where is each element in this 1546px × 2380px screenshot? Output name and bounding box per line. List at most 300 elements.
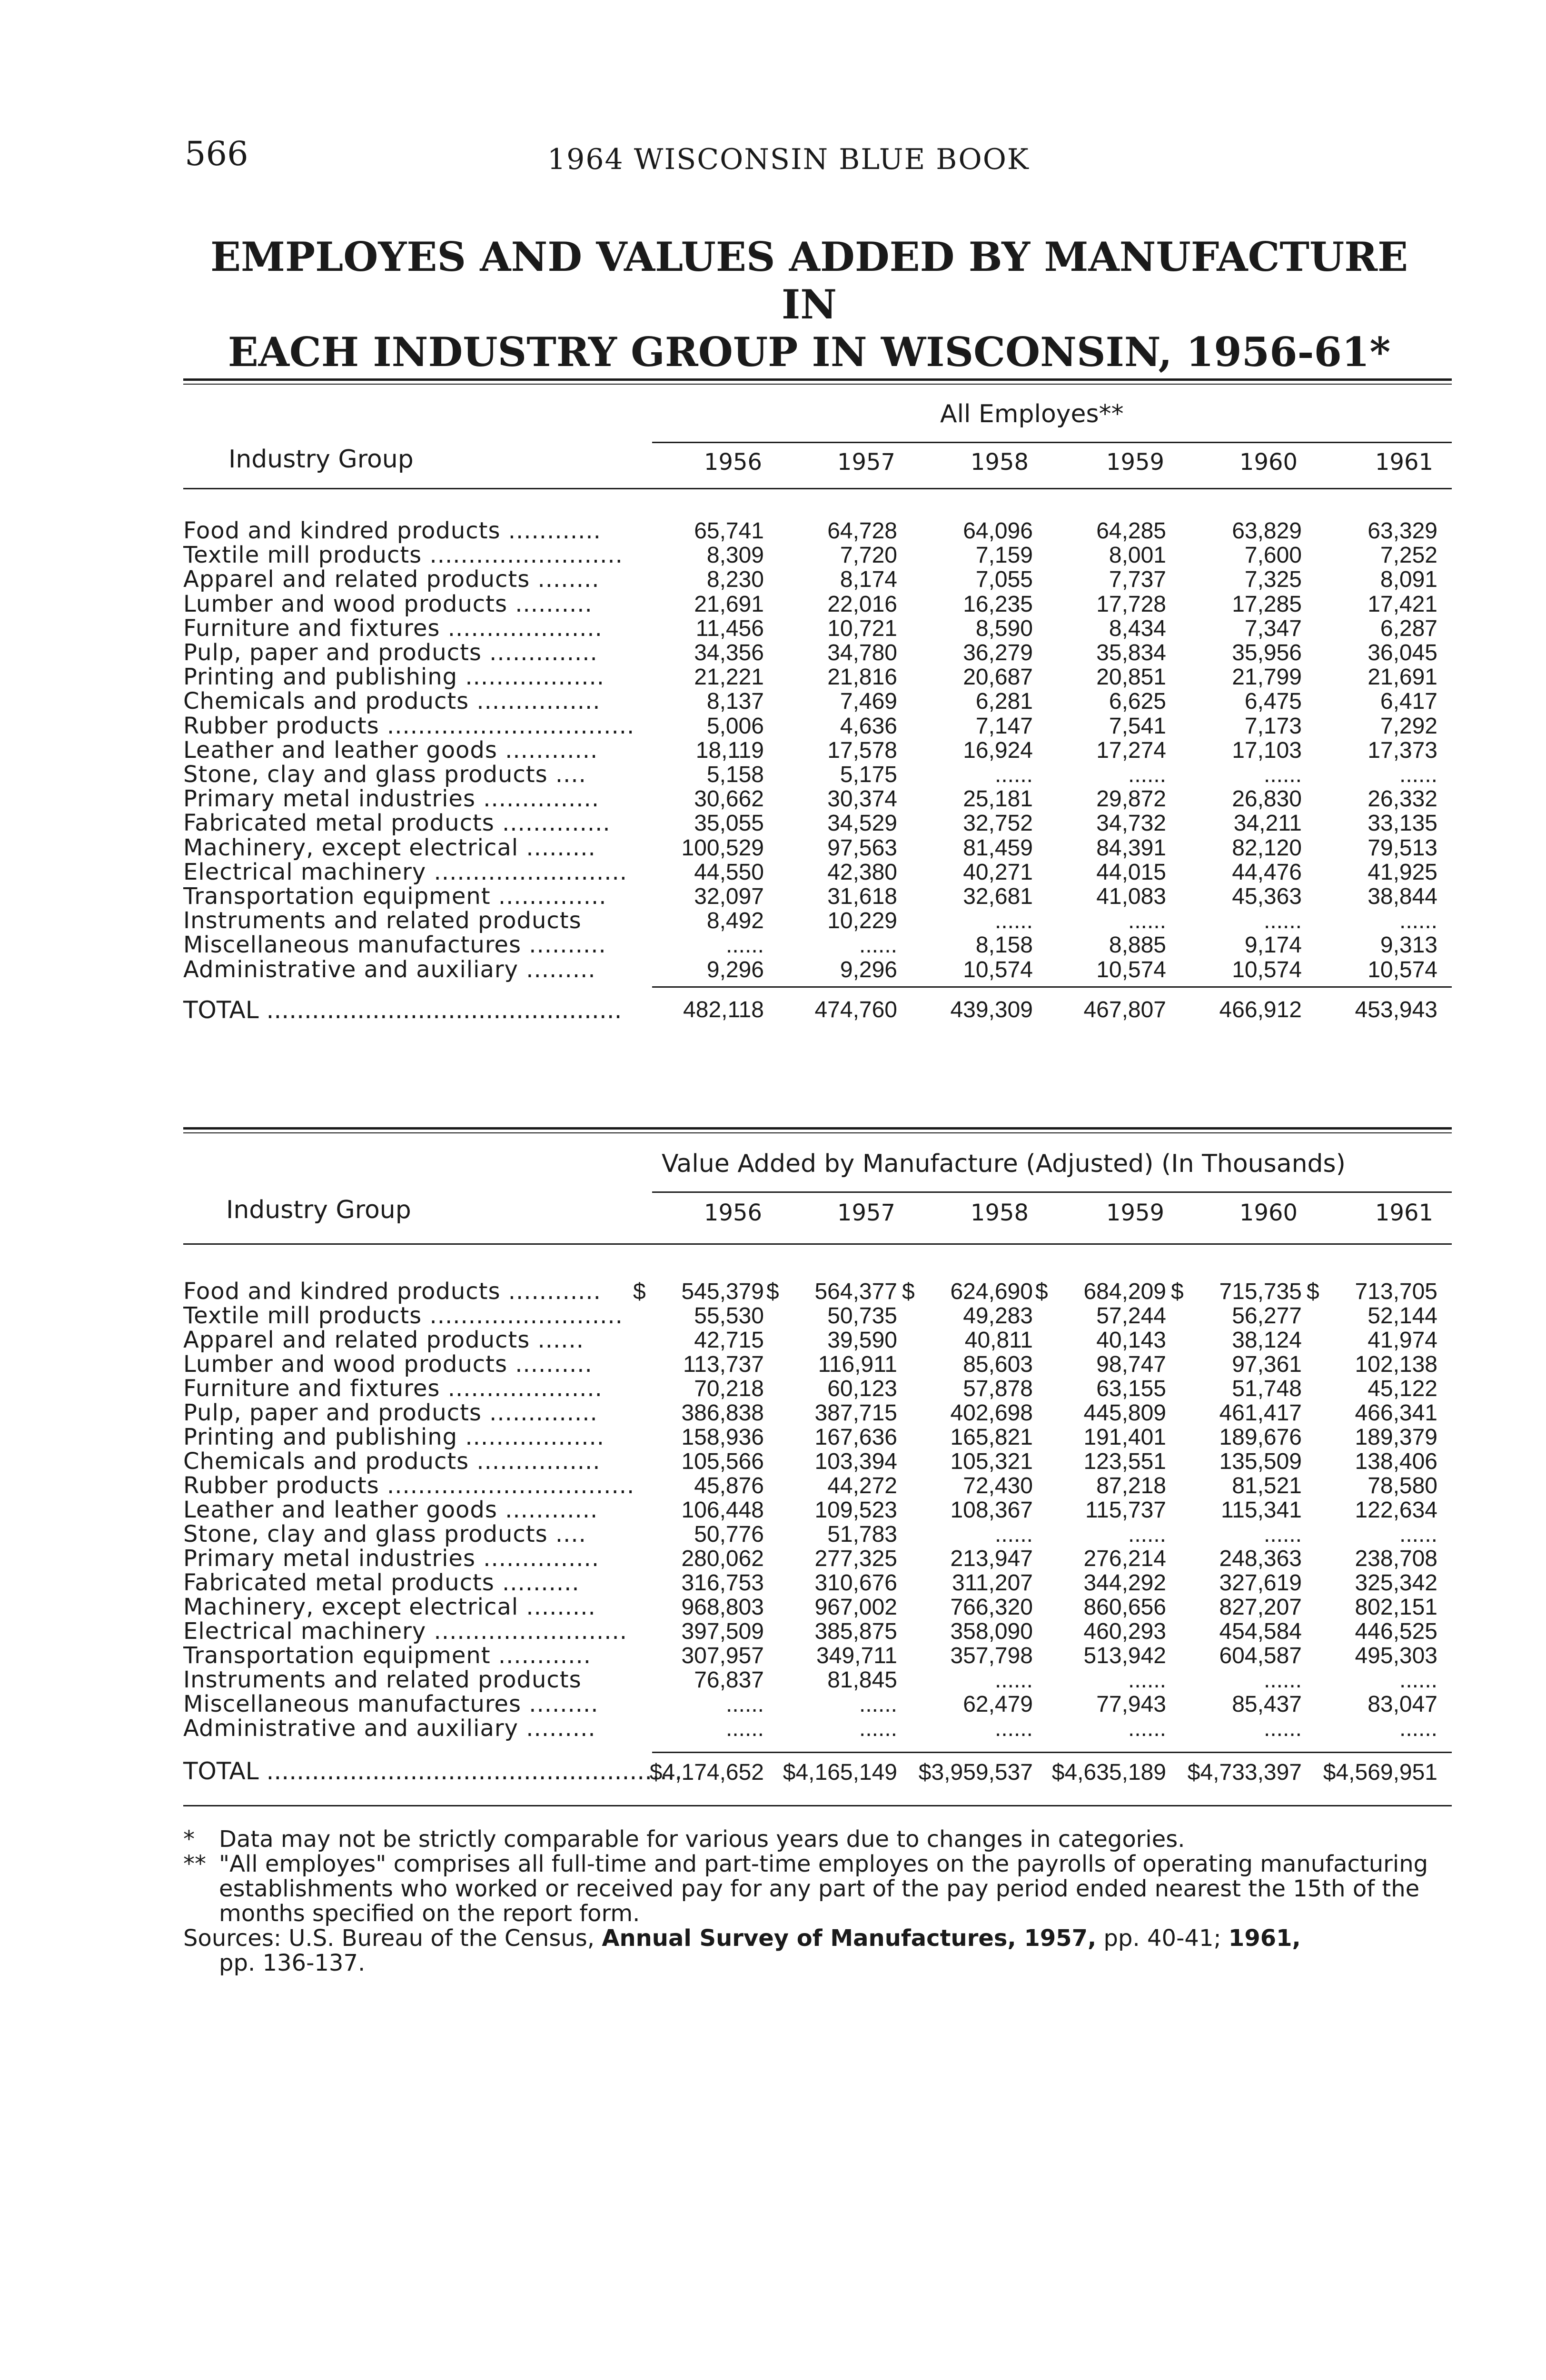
total-cell: 474,760 xyxy=(814,997,897,1022)
table-cell: 21,816 xyxy=(827,664,897,690)
table-row xyxy=(0,616,1546,641)
table-cell: 349,711 xyxy=(816,1643,897,1668)
table-row xyxy=(0,1449,1546,1474)
currency-sign: $ xyxy=(766,1279,779,1304)
table-cell: 7,600 xyxy=(1244,543,1302,568)
table-cell: 189,379 xyxy=(1355,1425,1437,1450)
table-cell: 460,293 xyxy=(1083,1619,1166,1644)
row-label: Leather and leather goods ............ xyxy=(183,738,598,763)
row-label: Electrical machinery ......................... xyxy=(183,1619,627,1644)
table-cell: 26,830 xyxy=(1232,786,1302,812)
total-cell: $3,959,537 xyxy=(918,1760,1033,1785)
table-row xyxy=(0,665,1546,689)
table-cell: 624,690 xyxy=(950,1279,1033,1304)
sources-pages-1957: pp. 40-41; xyxy=(1103,1925,1221,1952)
table-cell: 165,821 xyxy=(950,1425,1033,1450)
table-cell: 56,277 xyxy=(1232,1303,1302,1329)
row-label: Textile mill products ......................... xyxy=(183,1304,623,1328)
page-number: 566 xyxy=(185,134,248,173)
table-cell: 30,374 xyxy=(827,786,897,812)
table-cell: 62,479 xyxy=(963,1692,1033,1717)
footnote-2-mark: ** xyxy=(183,1851,206,1877)
table1-year: 1959 xyxy=(1106,449,1165,476)
table-cell: 115,737 xyxy=(1085,1497,1166,1523)
table-cell: 402,698 xyxy=(950,1400,1033,1426)
table-cell: 8,434 xyxy=(1109,615,1166,641)
table-cell: 70,218 xyxy=(694,1376,764,1401)
table2-header-rule xyxy=(183,1243,1452,1245)
table-cell: 85,603 xyxy=(963,1352,1033,1377)
table-cell: 41,974 xyxy=(1368,1328,1437,1353)
row-label: Leather and leather goods ............ xyxy=(183,1498,598,1522)
table-cell: 715,735 xyxy=(1219,1279,1302,1304)
table-cell: 81,459 xyxy=(963,835,1033,861)
table-cell: 17,285 xyxy=(1232,591,1302,617)
row-label: Rubber products ................................ xyxy=(183,714,635,738)
table-cell: 57,878 xyxy=(963,1376,1033,1401)
row-label: Fabricated metal products .......... xyxy=(183,1571,580,1595)
table-cell: 6,281 xyxy=(975,689,1033,714)
table-cell: 41,925 xyxy=(1368,859,1437,885)
table-row xyxy=(0,1619,1546,1644)
row-label: Apparel and related products ...... xyxy=(183,1328,585,1352)
table-cell: 76,837 xyxy=(694,1667,764,1693)
table-cell: 34,529 xyxy=(827,811,897,836)
table-cell: 50,776 xyxy=(694,1522,764,1547)
row-label: Chemicals and products ................ xyxy=(183,1449,601,1474)
row-label: Miscellaneous manufactures ......... xyxy=(183,1692,599,1716)
footnote-2-text: "All employes" comprises all full-time and part-time employes on the payrolls of operating manufacturing establishments who worked or received pay for any part of the pay period ended nearest the 15th of the months specified on the report form. xyxy=(219,1851,1428,1927)
table-cell: 45,876 xyxy=(694,1473,764,1498)
row-label: Pulp, paper and products .............. xyxy=(183,1401,598,1425)
table-cell: 21,691 xyxy=(1368,664,1437,690)
total-cell: $4,635,189 xyxy=(1051,1760,1166,1785)
table2-year: 1956 xyxy=(704,1200,763,1226)
table1-group-rule xyxy=(652,442,1452,443)
table-cell: 16,924 xyxy=(963,737,1033,763)
table2-year: 1960 xyxy=(1239,1200,1298,1226)
table-cell: 7,325 xyxy=(1244,567,1302,593)
table-cell: 7,292 xyxy=(1380,713,1437,739)
table-cell: 8,158 xyxy=(975,932,1033,958)
table-cell: ...... xyxy=(1128,762,1166,787)
table-cell: 100,529 xyxy=(681,835,764,861)
table-cell: 9,296 xyxy=(840,957,897,982)
table-row xyxy=(0,592,1546,616)
table-row xyxy=(0,787,1546,811)
table-cell: 17,578 xyxy=(827,737,897,763)
table-cell: 7,159 xyxy=(975,543,1033,568)
table-cell: 40,811 xyxy=(964,1328,1033,1353)
table-cell: 25,181 xyxy=(963,786,1033,812)
table-cell: 8,137 xyxy=(706,689,764,714)
table-cell: 64,728 xyxy=(827,518,897,544)
row-label: Transportation equipment .............. xyxy=(183,884,607,909)
table-cell: 32,681 xyxy=(963,884,1033,909)
table-row xyxy=(0,519,1546,543)
table-cell: 17,728 xyxy=(1096,591,1166,617)
table-cell: 81,845 xyxy=(827,1667,897,1693)
currency-sign: $ xyxy=(633,1279,646,1304)
table-cell: 7,147 xyxy=(975,713,1033,739)
table-cell: 8,230 xyxy=(706,567,764,593)
currency-sign: $ xyxy=(902,1279,915,1304)
table-cell: 8,001 xyxy=(1109,543,1166,568)
table-row xyxy=(0,1595,1546,1619)
row-label: Machinery, except electrical ......... xyxy=(183,1595,596,1619)
table-cell: 34,356 xyxy=(694,640,764,665)
table-cell: ...... xyxy=(859,1716,897,1741)
table-cell: 4,636 xyxy=(840,713,897,739)
table-cell: 18,119 xyxy=(695,737,764,763)
table-cell: ...... xyxy=(1128,1716,1166,1741)
table-cell: ...... xyxy=(1399,1522,1437,1547)
table-cell: 5,006 xyxy=(706,713,764,739)
table-cell: 7,720 xyxy=(840,543,897,568)
sources-year-1961: 1961, xyxy=(1228,1925,1301,1952)
table-cell: 311,207 xyxy=(952,1570,1033,1596)
table-cell: 29,872 xyxy=(1096,786,1166,812)
table-cell: 34,211 xyxy=(1233,811,1302,836)
table-cell: 50,735 xyxy=(827,1303,897,1329)
table-row xyxy=(0,689,1546,714)
running-head: 1964 WISCONSIN BLUE BOOK xyxy=(547,143,1030,176)
table1-year: 1956 xyxy=(704,449,763,476)
table-cell: 454,584 xyxy=(1219,1619,1302,1644)
footnotes xyxy=(183,1827,1449,1975)
table2-stub-header: Industry Group xyxy=(226,1196,411,1224)
row-label: Lumber and wood products .......... xyxy=(183,592,593,616)
row-label: Food and kindred products ............ xyxy=(183,519,601,543)
table-cell: 41,083 xyxy=(1096,884,1166,909)
row-label: Stone, clay and glass products .... xyxy=(183,763,586,787)
table-row xyxy=(0,714,1546,738)
table-cell: 44,272 xyxy=(827,1473,897,1498)
table-cell: 6,287 xyxy=(1380,615,1437,641)
table-cell: 17,103 xyxy=(1232,737,1302,763)
table-cell: ...... xyxy=(1399,1716,1437,1741)
table-cell: 513,942 xyxy=(1083,1643,1166,1668)
table-row xyxy=(0,1522,1546,1547)
row-label: Machinery, except electrical ......... xyxy=(183,835,596,860)
table-cell: 39,590 xyxy=(827,1328,897,1353)
table1-total-label: TOTAL ............................................... xyxy=(183,996,622,1024)
row-label: Lumber and wood products .......... xyxy=(183,1352,593,1377)
table-cell: ...... xyxy=(1128,1667,1166,1693)
table-cell: 248,363 xyxy=(1219,1546,1302,1571)
table-cell: 604,587 xyxy=(1219,1643,1302,1668)
table-cell: 97,361 xyxy=(1232,1352,1302,1377)
table-cell: 32,752 xyxy=(963,811,1033,836)
table1-top-rule-thin xyxy=(183,384,1452,385)
sources-prefix: Sources: U.S. Bureau of the Census, xyxy=(183,1925,595,1952)
table-row xyxy=(0,641,1546,665)
table2-top-rule xyxy=(183,1127,1452,1130)
table-cell: 10,574 xyxy=(1368,957,1437,982)
table-cell: 307,957 xyxy=(681,1643,764,1668)
table-cell: ...... xyxy=(859,932,897,958)
row-label: Furniture and fixtures .................... xyxy=(183,616,603,641)
table-cell: 52,144 xyxy=(1368,1303,1437,1329)
table-row xyxy=(0,1498,1546,1522)
table-cell: 238,708 xyxy=(1355,1546,1437,1571)
row-label: Transportation equipment ............ xyxy=(183,1644,591,1668)
page-title xyxy=(181,233,1437,376)
table-cell: 35,055 xyxy=(694,811,764,836)
table-cell: ...... xyxy=(994,908,1033,934)
table-cell: 20,851 xyxy=(1096,664,1166,690)
table-cell: 158,936 xyxy=(681,1425,764,1450)
table-cell: 105,566 xyxy=(681,1449,764,1474)
table-cell: 10,574 xyxy=(1232,957,1302,982)
table-cell: 5,158 xyxy=(706,762,764,787)
table-row xyxy=(0,811,1546,835)
table-cell: 21,691 xyxy=(694,591,764,617)
table-cell: 42,380 xyxy=(827,859,897,885)
table-cell: 57,244 xyxy=(1096,1303,1166,1329)
table-cell: 387,715 xyxy=(814,1400,897,1426)
table-cell: 102,138 xyxy=(1355,1352,1437,1377)
table-cell: ...... xyxy=(725,1716,764,1741)
table-cell: 40,271 xyxy=(963,859,1033,885)
table-cell: ...... xyxy=(994,1716,1033,1741)
title-line-1: EMPLOYES AND VALUES ADDED BY MANUFACTURE IN xyxy=(210,233,1408,328)
table-cell: ...... xyxy=(1399,908,1437,934)
table-cell: 122,634 xyxy=(1355,1497,1437,1523)
table-cell: 386,838 xyxy=(681,1400,764,1426)
table-cell: 10,574 xyxy=(963,957,1033,982)
table-cell: 8,174 xyxy=(840,567,897,593)
table-cell: 72,430 xyxy=(963,1473,1033,1498)
table-cell: 10,721 xyxy=(827,615,897,641)
sources-publication: Annual Survey of Manufactures, 1957, xyxy=(602,1925,1097,1952)
row-label: Primary metal industries ............... xyxy=(183,787,600,812)
table1-stub-header: Industry Group xyxy=(228,445,414,474)
table2-year: 1961 xyxy=(1375,1200,1434,1226)
sources-pages-1961: pp. 136-137. xyxy=(219,1950,366,1976)
row-label: Stone, clay and glass products .... xyxy=(183,1522,586,1547)
table-cell: 63,829 xyxy=(1232,518,1302,544)
table-cell: 7,541 xyxy=(1109,713,1166,739)
table-cell: 827,207 xyxy=(1219,1595,1302,1620)
currency-sign: $ xyxy=(1307,1279,1319,1304)
row-label: Administrative and auxiliary ......... xyxy=(183,957,596,982)
row-label: Pulp, paper and products .............. xyxy=(183,641,598,665)
currency-sign: $ xyxy=(1035,1279,1048,1304)
table-cell: 17,274 xyxy=(1096,737,1166,763)
table1-header-rule xyxy=(183,488,1452,489)
total-cell: 453,943 xyxy=(1355,997,1437,1022)
table-cell: 22,016 xyxy=(827,591,897,617)
table-row xyxy=(0,1377,1546,1401)
table-cell: 83,047 xyxy=(1368,1692,1437,1717)
table-row xyxy=(0,958,1546,982)
table-cell: 21,799 xyxy=(1232,664,1302,690)
table-cell: ...... xyxy=(1399,762,1437,787)
table-cell: 30,662 xyxy=(694,786,764,812)
total-cell: $4,733,397 xyxy=(1187,1760,1302,1785)
table-cell: 316,753 xyxy=(681,1570,764,1596)
table-cell: ...... xyxy=(1263,908,1302,934)
table-row xyxy=(0,1571,1546,1595)
table-cell: 766,320 xyxy=(950,1595,1033,1620)
table-cell: 189,676 xyxy=(1219,1425,1302,1450)
table-cell: 7,173 xyxy=(1244,713,1302,739)
table2-top-rule-thin xyxy=(183,1132,1452,1133)
table-cell: 36,279 xyxy=(963,640,1033,665)
row-label: Electrical machinery ......................... xyxy=(183,860,627,884)
table-cell: ...... xyxy=(994,1522,1033,1547)
table-cell: 21,221 xyxy=(694,664,764,690)
table-cell: 8,885 xyxy=(1109,932,1166,958)
total-cell: 482,118 xyxy=(683,997,764,1022)
table-cell: 115,341 xyxy=(1221,1497,1302,1523)
table-row xyxy=(0,1692,1546,1716)
table-cell: 445,809 xyxy=(1083,1400,1166,1426)
table-cell: 31,618 xyxy=(827,884,897,909)
table-cell: ...... xyxy=(725,1692,764,1717)
table-cell: 106,448 xyxy=(681,1497,764,1523)
table-cell: 7,252 xyxy=(1380,543,1437,568)
table-cell: 82,120 xyxy=(1232,835,1302,861)
table-cell: 7,055 xyxy=(975,567,1033,593)
table-cell: 26,332 xyxy=(1368,786,1437,812)
table-cell: 167,636 xyxy=(814,1425,897,1450)
table-cell: 325,342 xyxy=(1355,1570,1437,1596)
table-cell: ...... xyxy=(1399,1667,1437,1693)
table-cell: 358,090 xyxy=(950,1619,1033,1644)
table-row xyxy=(0,933,1546,957)
table-cell: 860,656 xyxy=(1083,1595,1166,1620)
table-cell: 135,509 xyxy=(1219,1449,1302,1474)
table-cell: 10,574 xyxy=(1096,957,1166,982)
table2-group-rule xyxy=(652,1191,1452,1193)
table-cell: ...... xyxy=(859,1692,897,1717)
table-cell: 49,283 xyxy=(963,1303,1033,1329)
total-cell: $4,174,652 xyxy=(649,1760,764,1785)
table-cell: 55,530 xyxy=(694,1303,764,1329)
table-cell: 684,209 xyxy=(1083,1279,1166,1304)
table-cell: 802,151 xyxy=(1355,1595,1437,1620)
table1-group-header: All Employes** xyxy=(940,400,1124,428)
footnote-1-mark: * xyxy=(183,1826,195,1853)
table-cell: 35,956 xyxy=(1232,640,1302,665)
table-cell: 42,715 xyxy=(694,1328,764,1353)
sources-note xyxy=(183,1926,1449,1975)
table-cell: 45,122 xyxy=(1368,1376,1437,1401)
table-cell: ...... xyxy=(725,932,764,958)
table-cell: 113,737 xyxy=(683,1352,764,1377)
table-cell: 564,377 xyxy=(814,1279,897,1304)
table-cell: 7,469 xyxy=(840,689,897,714)
table-cell: ...... xyxy=(994,762,1033,787)
table-cell: 20,687 xyxy=(963,664,1033,690)
footnote-1-text: Data may not be strictly comparable for various years due to changes in categories. xyxy=(219,1826,1185,1853)
table-row xyxy=(0,1474,1546,1498)
table-cell: 105,321 xyxy=(950,1449,1033,1474)
table-cell: 495,303 xyxy=(1355,1643,1437,1668)
table-cell: 44,550 xyxy=(694,859,764,885)
table1-top-rule xyxy=(183,378,1452,381)
table-cell: 545,379 xyxy=(681,1279,764,1304)
table-cell: 397,509 xyxy=(681,1619,764,1644)
table-cell: 344,292 xyxy=(1083,1570,1166,1596)
table-cell: 79,513 xyxy=(1368,835,1437,861)
table-row xyxy=(0,1328,1546,1352)
table-cell: 38,124 xyxy=(1232,1328,1302,1353)
footnote-2 xyxy=(183,1852,1449,1926)
row-label: Administrative and auxiliary ......... xyxy=(183,1716,596,1741)
row-label: Instruments and related products xyxy=(183,909,582,933)
table2-year: 1957 xyxy=(837,1200,896,1226)
table-cell: 213,947 xyxy=(950,1546,1033,1571)
row-label: Instruments and related products xyxy=(183,1668,582,1692)
table1-year: 1961 xyxy=(1375,449,1434,476)
table-cell: 87,218 xyxy=(1096,1473,1166,1498)
table-cell: 77,943 xyxy=(1096,1692,1166,1717)
total-cell: 439,309 xyxy=(950,997,1033,1022)
table-cell: 63,155 xyxy=(1096,1376,1166,1401)
table-cell: 40,143 xyxy=(1096,1328,1166,1353)
total-cell: $4,165,149 xyxy=(783,1760,897,1785)
table1-year: 1960 xyxy=(1239,449,1298,476)
table-cell: 17,421 xyxy=(1368,591,1437,617)
table2-total-label: TOTAL ....................................................... xyxy=(183,1757,683,1785)
table-cell: 385,875 xyxy=(814,1619,897,1644)
table-cell: 44,015 xyxy=(1096,859,1166,885)
table-row xyxy=(0,1425,1546,1449)
table-cell: 109,523 xyxy=(814,1497,897,1523)
table-row xyxy=(0,567,1546,592)
table-cell: 6,417 xyxy=(1380,689,1437,714)
table-cell: 327,619 xyxy=(1219,1570,1302,1596)
table-cell: 466,341 xyxy=(1355,1400,1437,1426)
table-cell: 713,705 xyxy=(1355,1279,1437,1304)
table-row xyxy=(0,884,1546,909)
table-cell: 34,732 xyxy=(1096,811,1166,836)
table-cell: ...... xyxy=(1263,1716,1302,1741)
table-row xyxy=(0,738,1546,763)
table-cell: 38,844 xyxy=(1368,884,1437,909)
table-cell: 461,417 xyxy=(1219,1400,1302,1426)
table1-year: 1958 xyxy=(970,449,1029,476)
table-cell: 967,002 xyxy=(814,1595,897,1620)
row-label: Rubber products ................................ xyxy=(183,1474,635,1498)
table-cell: 32,097 xyxy=(694,884,764,909)
table-cell: 44,476 xyxy=(1232,859,1302,885)
table-cell: 17,373 xyxy=(1368,737,1437,763)
table-cell: 108,367 xyxy=(950,1497,1033,1523)
table-cell: 5,175 xyxy=(840,762,897,787)
table-cell: 123,551 xyxy=(1083,1449,1166,1474)
table-cell: 8,091 xyxy=(1380,567,1437,593)
table-cell: 36,045 xyxy=(1368,640,1437,665)
table1-total-rule xyxy=(652,986,1452,988)
table-cell: ...... xyxy=(1128,908,1166,934)
table-cell: ...... xyxy=(1263,762,1302,787)
table-cell: 6,475 xyxy=(1244,689,1302,714)
row-label: Printing and publishing .................. xyxy=(183,1425,605,1449)
table-cell: 7,737 xyxy=(1109,567,1166,593)
table-cell: 8,492 xyxy=(706,908,764,934)
table-row xyxy=(0,1644,1546,1668)
table-cell: 10,229 xyxy=(827,908,897,934)
table2-group-header: Value Added by Manufacture (Adjusted) (In Thousands) xyxy=(662,1150,1346,1178)
total-cell: 467,807 xyxy=(1083,997,1166,1022)
row-label: Miscellaneous manufactures .......... xyxy=(183,933,606,958)
table-cell: 97,563 xyxy=(827,835,897,861)
table-cell: 8,309 xyxy=(706,543,764,568)
